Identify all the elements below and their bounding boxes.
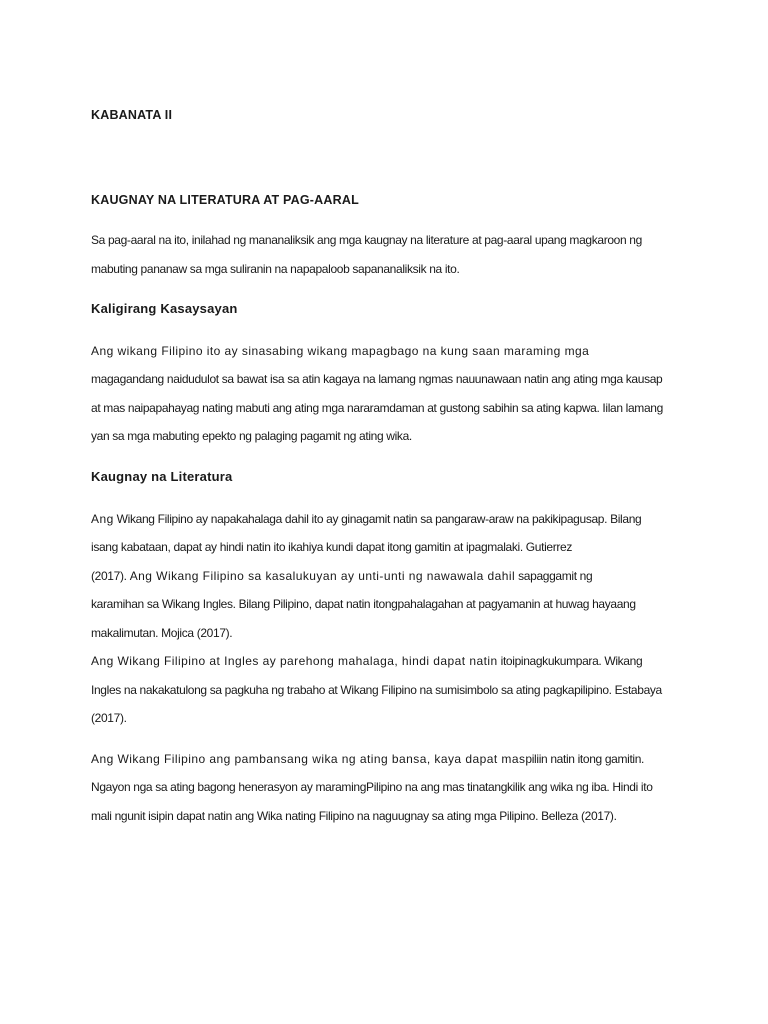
- literature-p2-line-1-lead: Ang Wikang Filipino at Ingles ay parehong mahalaga, hindi dapat natin: [91, 654, 498, 668]
- background-heading: Kaligirang Kasaysayan: [91, 301, 238, 316]
- literature-p2-line-2: Ingles na nakakatulong sa pagkuha ng trabaho at Wikang Filipino na sumisimbolo sa ating pagkapilipino. Estabaya: [91, 683, 662, 697]
- background-line-1-text: Ang wikang Filipino ito ay sinasabing wikang mapagbago na kung saan maraming mga: [91, 344, 590, 358]
- chapter-title: KABANATA II: [91, 108, 173, 122]
- literature-p3-line-1: [91, 751, 644, 767]
- literature-p1-line-3-mid: Ang Wikang Filipino sa kasalukuyan ay unti-unti ng nawawala dahil: [126, 569, 516, 583]
- literature-p3-line-3: mali ngunit isipin dapat natin ang Wika nating Filipino na naguugnay sa ating mga Pilipino. Belleza (2017).: [91, 809, 617, 823]
- literature-heading: Kaugnay na Literatura: [91, 469, 233, 484]
- literature-p3-line-1-rest: piliin natin itong gamitin.: [525, 752, 645, 766]
- literature-p1-line-2: isang kabataan, dapat ay hindi natin ito ikahiya kundi dapat itong gamitin at ipagmalaki. Gutierrez: [91, 540, 573, 554]
- section-title: KAUGNAY NA LITERATURA AT PAG-AARAL: [91, 193, 359, 207]
- background-line-1: [91, 343, 589, 359]
- literature-p1-line-5: makalimutan. Mojica (2017).: [91, 626, 233, 640]
- intro-line-1: Sa pag-aaral na ito, inilahad ng mananaliksik ang mga kaugnay na literature at pag-aaral upang magkaroon ng: [91, 233, 642, 247]
- literature-p1-line-3: [91, 568, 592, 584]
- intro-line-2: mabuting pananaw sa mga suliranin na napapaloob sapananaliksik na ito.: [91, 262, 460, 276]
- literature-p1-line-3-end: sapaggamit ng: [515, 569, 593, 583]
- literature-p1-line-1: [91, 511, 641, 527]
- literature-p3-line-1-lead: Ang Wikang Filipino ang pambansang wika ng ating bansa, kaya dapat mas: [91, 752, 526, 766]
- literature-p2-line-3: (2017).: [91, 711, 127, 725]
- literature-p1-line-3-year: (2017).: [91, 569, 127, 583]
- background-line-2: magagandang naidudulot sa bawat isa sa atin kagaya na lamang ngmas nauunawaan natin ang ating mga kausap: [91, 372, 663, 386]
- literature-p2-line-1: [91, 653, 642, 669]
- literature-p1-line-1-lead: Ang: [91, 512, 114, 526]
- literature-p1-line-1-rest: Wikang Filipino ay napakahalaga dahil ito ay ginagamit natin sa pangaraw-araw na pakikipagusap. Bilang: [113, 512, 642, 526]
- background-line-4: yan sa mga mabuting epekto ng palaging pagamit ng ating wika.: [91, 429, 412, 443]
- background-line-3: at mas naipapahayag nating mabuti ang ating mga nararamdaman at gustong sabihin sa ating kapwa. Iilan lamang: [91, 401, 663, 415]
- literature-p3-line-2: Ngayon nga sa ating bagong henerasyon ay maramingPilipino na ang mas tinatangkilik ang wika ng iba. Hindi ito: [91, 780, 653, 794]
- literature-p1-line-4: karamihan sa Wikang Ingles. Bilang Pilipino, dapat natin itongpahalagahan at pagyamanin at huwag hayaang: [91, 597, 636, 611]
- literature-p2-line-1-rest: itoipinagkukumpara. Wikang: [497, 654, 643, 668]
